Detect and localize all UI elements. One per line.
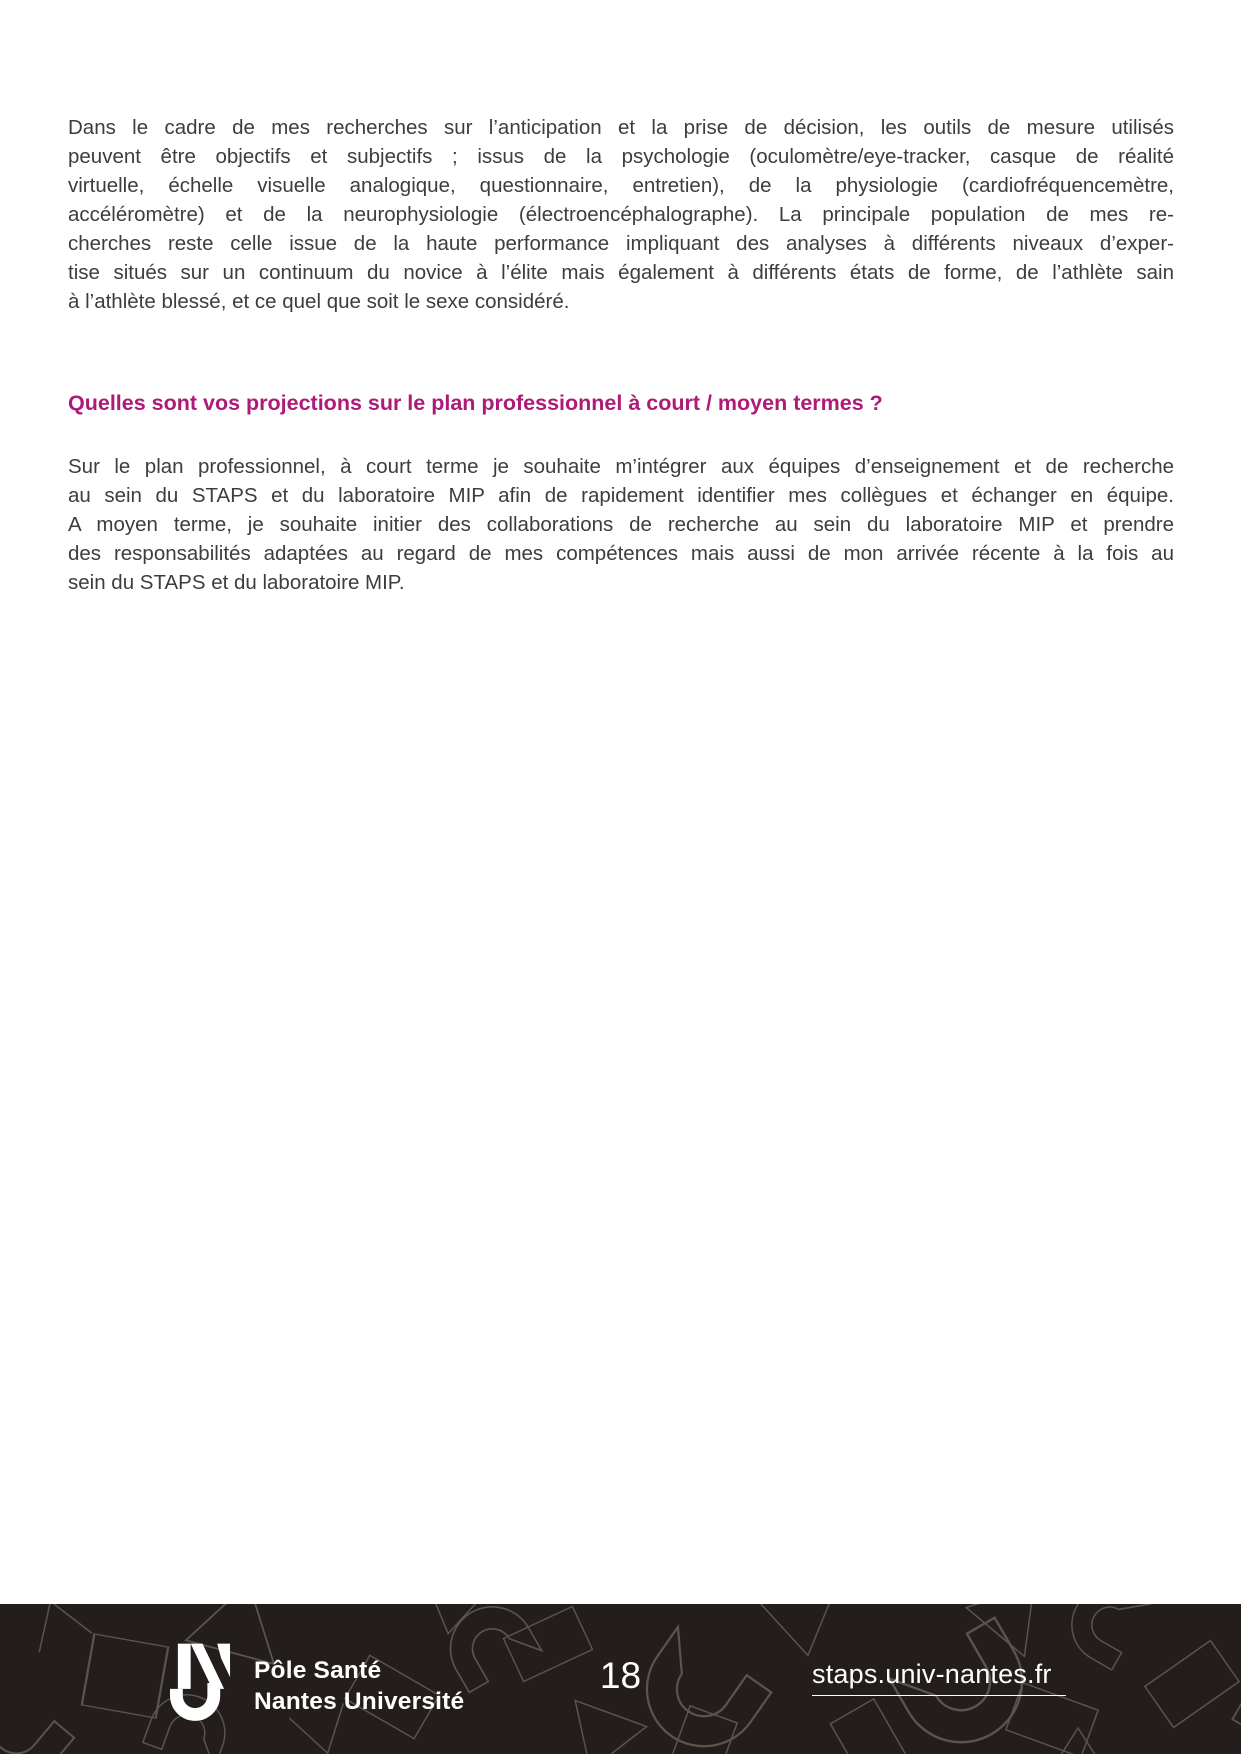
nantes-universite-logo-icon <box>170 1643 231 1723</box>
question-heading: Quelles sont vos projections sur le plan professionnel à court / moyen termes ? <box>68 391 883 415</box>
paragraph-professional-plans <box>68 452 1174 597</box>
text-line: à l’athlète blessé, et ce quel que soit le sexe considéré. <box>68 290 570 313</box>
footer-url-link[interactable]: staps.univ-nantes.fr <box>812 1659 1066 1696</box>
text-line: au sein du STAPS et du laboratoire MIP afin de rapidement identifier mes collègues et échanger en équipe. <box>68 484 1174 507</box>
text-line: Dans le cadre de mes recherches sur l’anticipation et la prise de décision, les outils de mesure utilisés <box>68 116 1174 139</box>
brand-line-2: Nantes Université <box>254 1687 465 1715</box>
page-number: 18 <box>599 1655 642 1696</box>
brand-name <box>254 1656 464 1717</box>
paragraph-research-tools <box>68 113 1174 316</box>
text-line: accéléromètre) et de la neurophysiologie (électroencéphalographe). La principale population de mes re- <box>68 203 1174 226</box>
brand-line-1: Pôle Santé <box>254 1657 382 1684</box>
text-line: virtuelle, échelle visuelle analogique, questionnaire, entretien), de la physiologie (cardiofréquencemètre, <box>68 174 1174 197</box>
text-line: Sur le plan professionnel, à court terme je souhaite m’intégrer aux équipes d’enseignement et de recherche <box>68 455 1174 478</box>
brand-block <box>170 1643 464 1723</box>
text-line: tise situés sur un continuum du novice à l’élite mais également à différents états de forme, de l’athlète sain <box>68 261 1174 284</box>
page-footer <box>0 1604 1241 1754</box>
text-line: des responsabilités adaptées au regard de mes compétences mais aussi de mon arrivée récente à la fois au <box>68 542 1174 565</box>
text-line: cherches reste celle issue de la haute performance impliquant des analyses à différents niveaux d’exper- <box>68 232 1174 255</box>
text-line: A moyen terme, je souhaite initier des collaborations de recherche au sein du laboratoire MIP et prendre <box>68 513 1174 536</box>
text-line: sein du STAPS et du laboratoire MIP. <box>68 571 405 594</box>
text-line: peuvent être objectifs et subjectifs ; issus de la psychologie (oculomètre/eye-tracker, casque de réalité <box>68 145 1174 168</box>
page-content <box>68 113 1174 597</box>
